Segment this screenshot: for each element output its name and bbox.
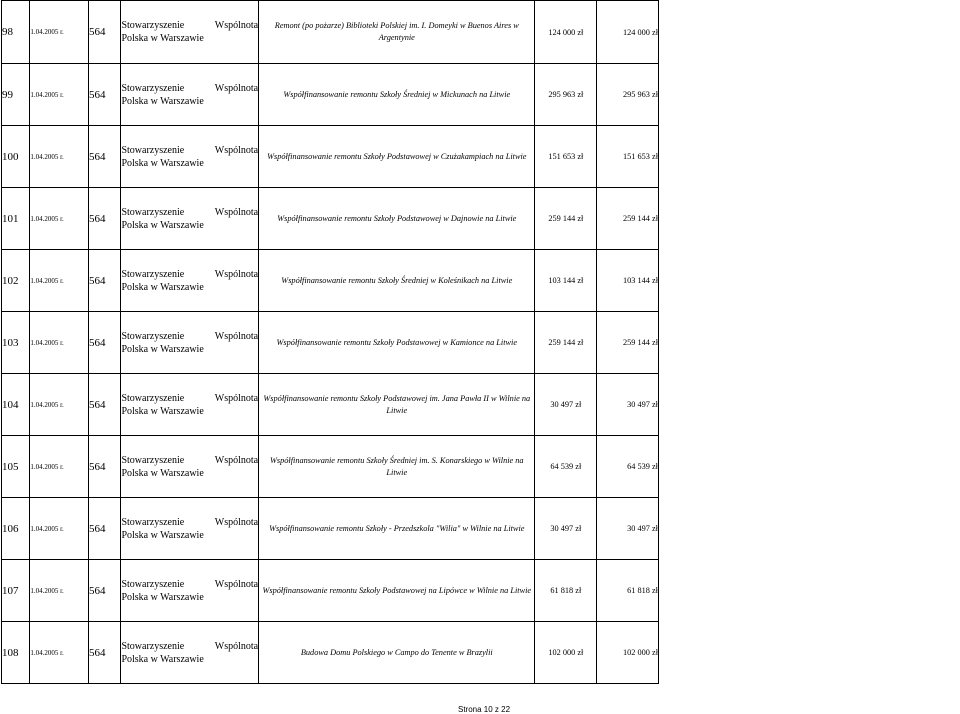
row-amount-granted: 259 144 zł (535, 312, 597, 374)
row-number: 98 (2, 1, 30, 64)
row-description: Współfinansowanie remontu Szkoły Podstawowej w Kamionce na Litwie (259, 312, 535, 374)
row-resolution-number: 564 (89, 126, 121, 188)
page-number: Strona 10 z 22 (458, 705, 511, 714)
row-number: 100 (2, 126, 30, 188)
row-amount-paid: 259 144 zł (597, 188, 659, 250)
row-organization: Stowarzyszenie Wspólnota Polska w Warszawie (121, 374, 259, 436)
table-row (2, 436, 659, 498)
row-amount-granted: 295 963 zł (535, 64, 597, 126)
row-amount-granted: 64 539 zł (535, 436, 597, 498)
row-resolution-number: 564 (89, 1, 121, 64)
row-organization: Stowarzyszenie Wspólnota Polska w Warszawie (121, 188, 259, 250)
row-amount-paid: 30 497 zł (597, 498, 659, 560)
row-organization: Stowarzyszenie Wspólnota Polska w Warszawie (121, 498, 259, 560)
row-amount-granted: 124 000 zł (535, 1, 597, 64)
row-description: Współfinansowanie remontu Szkoły Podstawowej w Czużakampiach na Litwie (259, 126, 535, 188)
row-organization: Stowarzyszenie Wspólnota Polska w Warszawie (121, 64, 259, 126)
row-resolution-number: 564 (89, 312, 121, 374)
row-resolution-number: 564 (89, 498, 121, 560)
row-number: 99 (2, 64, 30, 126)
row-description: Współfinansowanie remontu Szkoły Podstawowej im. Jana Pawła II w Wilnie na Litwie (259, 374, 535, 436)
row-date: 1.04.2005 r. (30, 126, 89, 188)
row-date: 1.04.2005 r. (30, 1, 89, 64)
row-amount-paid: 151 653 zł (597, 126, 659, 188)
row-organization: Stowarzyszenie Wspólnota Polska w Warszawie (121, 126, 259, 188)
table-row (2, 374, 659, 436)
table-row (2, 1, 659, 64)
row-resolution-number: 564 (89, 374, 121, 436)
row-resolution-number: 564 (89, 250, 121, 312)
row-organization: Stowarzyszenie Wspólnota Polska w Warszawie (121, 1, 259, 64)
grants-table (1, 0, 659, 684)
row-amount-paid: 61 818 zł (597, 560, 659, 622)
row-organization: Stowarzyszenie Wspólnota Polska w Warszawie (121, 312, 259, 374)
row-resolution-number: 564 (89, 622, 121, 684)
row-resolution-number: 564 (89, 64, 121, 126)
row-number: 101 (2, 188, 30, 250)
row-organization: Stowarzyszenie Wspólnota Polska w Warszawie (121, 560, 259, 622)
row-amount-granted: 103 144 zł (535, 250, 597, 312)
table-row (2, 250, 659, 312)
row-amount-paid: 103 144 zł (597, 250, 659, 312)
row-number: 104 (2, 374, 30, 436)
row-date: 1.04.2005 r. (30, 560, 89, 622)
row-description: Współfinansowanie remontu Szkoły Średniej w Koleśnikach na Litwie (259, 250, 535, 312)
row-organization: Stowarzyszenie Wspólnota Polska w Warszawie (121, 622, 259, 684)
row-date: 1.04.2005 r. (30, 374, 89, 436)
row-amount-paid: 124 000 zł (597, 1, 659, 64)
row-description: Remont (po pożarze) Biblioteki Polskiej im. I. Domeyki w Buenos Aires w Argentynie (259, 1, 535, 64)
row-amount-paid: 30 497 zł (597, 374, 659, 436)
table-row (2, 64, 659, 126)
row-description: Budowa Domu Polskiego w Campo do Tenente w Brazylii (259, 622, 535, 684)
row-description: Współfinansowanie remontu Szkoły Podstawowej w Dajnowie na Litwie (259, 188, 535, 250)
row-number: 102 (2, 250, 30, 312)
row-date: 1.04.2005 r. (30, 622, 89, 684)
row-description: Współfinansowanie remontu Szkoły - Przedszkola "Wilia" w Wilnie na Litwie (259, 498, 535, 560)
row-amount-granted: 30 497 zł (535, 498, 597, 560)
row-amount-paid: 259 144 zł (597, 312, 659, 374)
table-row (2, 560, 659, 622)
row-amount-granted: 30 497 zł (535, 374, 597, 436)
table-row (2, 188, 659, 250)
table-row (2, 312, 659, 374)
row-number: 105 (2, 436, 30, 498)
row-resolution-number: 564 (89, 560, 121, 622)
row-amount-paid: 295 963 zł (597, 64, 659, 126)
row-description: Współfinansowanie remontu Szkoły Średniej im. S. Konarskiego w Wilnie na Litwie (259, 436, 535, 498)
row-description: Współfinansowanie remontu Szkoły Podstawowej na Lipówce w Wilnie na Litwie (259, 560, 535, 622)
row-resolution-number: 564 (89, 188, 121, 250)
row-amount-granted: 102 000 zł (535, 622, 597, 684)
row-date: 1.04.2005 r. (30, 498, 89, 560)
row-number: 108 (2, 622, 30, 684)
row-number: 107 (2, 560, 30, 622)
row-date: 1.04.2005 r. (30, 64, 89, 126)
row-date: 1.04.2005 r. (30, 312, 89, 374)
row-resolution-number: 564 (89, 436, 121, 498)
row-amount-granted: 259 144 zł (535, 188, 597, 250)
row-date: 1.04.2005 r. (30, 188, 89, 250)
row-amount-granted: 151 653 zł (535, 126, 597, 188)
row-amount-granted: 61 818 zł (535, 560, 597, 622)
table-row (2, 622, 659, 684)
row-number: 103 (2, 312, 30, 374)
table-row (2, 126, 659, 188)
row-organization: Stowarzyszenie Wspólnota Polska w Warszawie (121, 436, 259, 498)
row-date: 1.04.2005 r. (30, 250, 89, 312)
row-date: 1.04.2005 r. (30, 436, 89, 498)
row-description: Współfinansowanie remontu Szkoły Średniej w Mickunach na Litwie (259, 64, 535, 126)
grants-table-body (2, 1, 659, 684)
table-row (2, 498, 659, 560)
row-amount-paid: 102 000 zł (597, 622, 659, 684)
row-amount-paid: 64 539 zł (597, 436, 659, 498)
row-number: 106 (2, 498, 30, 560)
row-organization: Stowarzyszenie Wspólnota Polska w Warszawie (121, 250, 259, 312)
